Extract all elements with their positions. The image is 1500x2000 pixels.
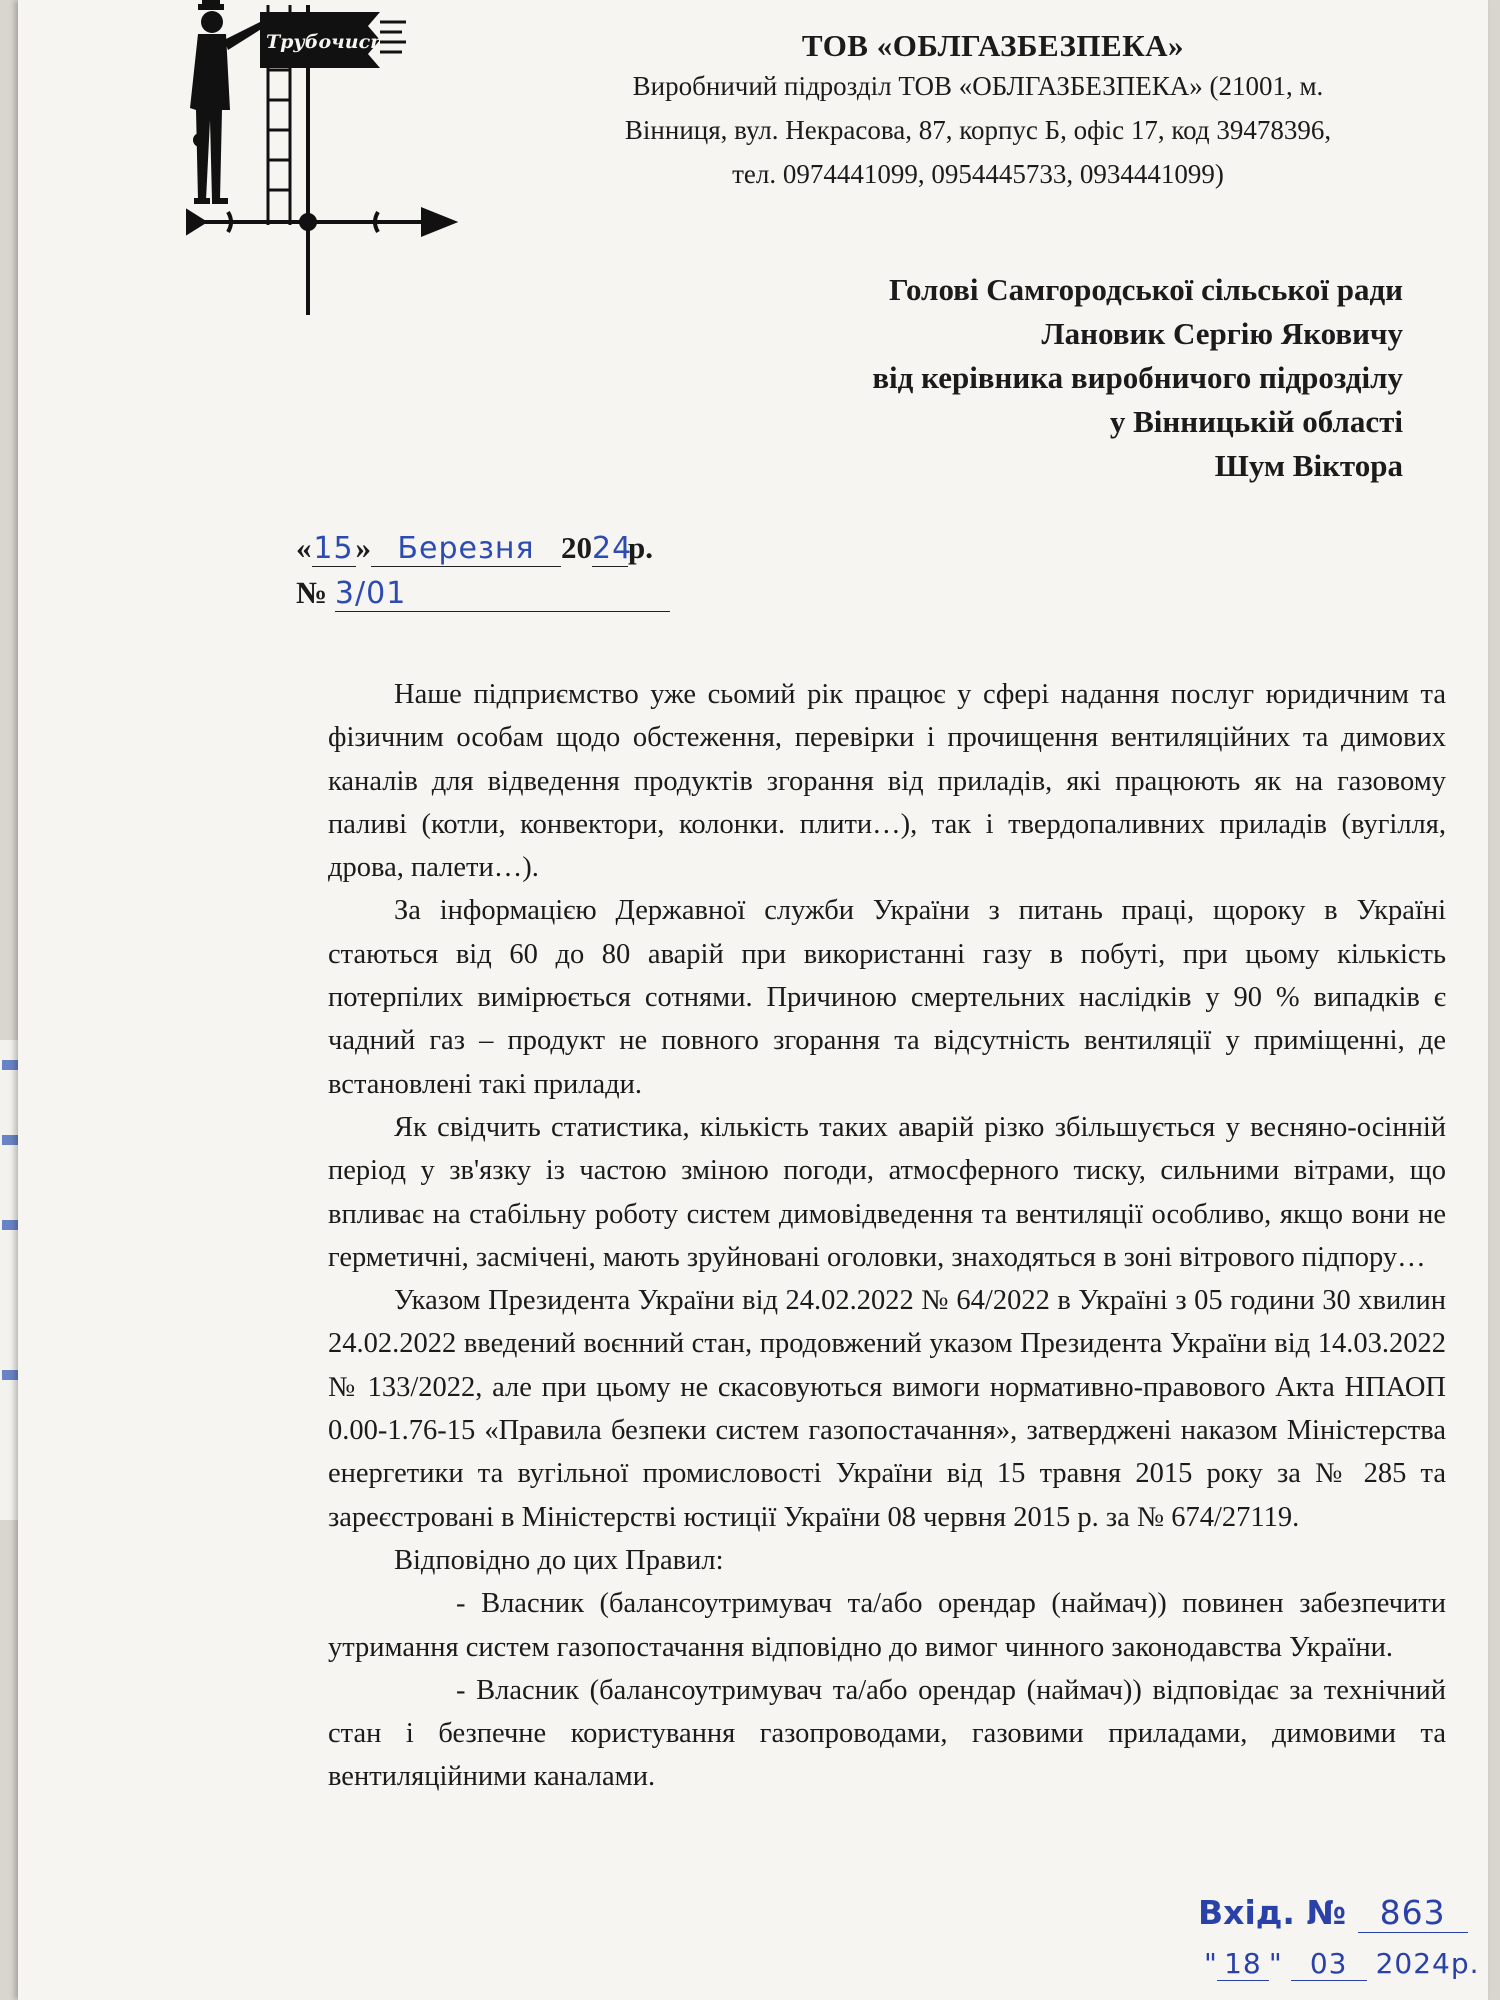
- addressee-line-4: у Вінницькій області: [1109, 404, 1403, 439]
- paragraph-2: За інформацією Державної служби України з питань праці, щороку в Україні стаються від 60 до 80 аварій при використанні газу в побуті, при цьому кількість потерпілих вимірюється сотнями. Причиною смертельних наслідків у 90 % випадків є чадний газ – продукт не повного згорання та відсутність вентиляції у приміщенні, де встановлені такі прилади.: [328, 895, 1446, 1100]
- letter-number: [296, 575, 670, 612]
- addressee-line-2: Лановик Сергію Яковичу: [1041, 316, 1403, 351]
- paragraph-1: Наше підприємство уже сьомий рік працює у сфері надання послуг юридичним та фізичним особам щодо обстеження, перевірки і прочищення вентиляційних та димових каналів для відведення продуктів згорання від приладів, які працюють як на газовому паливі (котли, конвектори, колонки. плити…), так і твердопаливних приладів (вугілля, дрова, палети…).: [328, 679, 1446, 884]
- letter-sheet: [18, 0, 1488, 2000]
- stamp-day: 18: [1224, 1947, 1262, 1980]
- date-open-quote: «: [296, 530, 312, 565]
- stamp-month: 03: [1309, 1947, 1348, 1980]
- addressee-line-1: Голові Самгородської сільської ради: [888, 272, 1403, 307]
- stamp-year: 2024р.: [1375, 1947, 1480, 1980]
- addressee-line-5: Шум Віктора: [1214, 448, 1403, 483]
- stamp-number: 863: [1379, 1893, 1446, 1932]
- addressee-block: [872, 268, 1403, 488]
- letter-body: [328, 673, 1446, 1799]
- chimney-sweep-figure: [190, 0, 266, 204]
- company-name: ТОВ «ОБЛГАЗБЕЗПЕКА»: [801, 28, 1185, 63]
- addressee-line-3: від керівника виробничого підрозділу: [872, 360, 1403, 395]
- letterhead: [538, 28, 1418, 196]
- company-details-line-3: тел. 0974441099, 0954445733, 0934441099): [732, 159, 1224, 189]
- paragraph-4: Указом Президента України від 24.02.2022 № 64/2022 в Україні з 05 години 30 хвилин 24.02.2022 введений воєнний стан, продовжений указом Президента України від 14.03.2022 № 133/2022, але при цьому не скасовуються вимоги нормативно-правового Акта НПАОП 0.00-1.76-15 «Правила безпеки систем газопостачання», затверджені наказом Міністерства енергетики та вугільної промисловості України від 15 травня 2015 року за № 285 та зареєстровані в Міністерстві юстиції України 08 червня 2015 р. за № 674/27119.: [328, 1285, 1446, 1533]
- number-label: №: [296, 575, 328, 610]
- logo-sign-text: Трубочист: [266, 31, 391, 53]
- company-details-line-2: Вінниця, вул. Некрасова, 87, корпус Б, офіс 17, код 39478396,: [624, 115, 1332, 145]
- date-day: 15: [313, 531, 354, 566]
- incoming-registration-stamp: Вхід. № 863 " 18 " 03 2024р.: [1198, 1893, 1480, 1980]
- bullet-1: - Власник (балансоутримувач та/або орендар (наймач)) повинен забезпечити утримання систем газопостачання відповідно до вимог чинного законодавства України.: [328, 1588, 1446, 1663]
- company-details-line-1: Виробничий підрозділ ТОВ «ОБЛГАЗБЕЗПЕКА» (21001, м.: [632, 71, 1324, 101]
- paragraph-5: Відповідно до цих Правил:: [394, 1544, 724, 1576]
- stamp-label: Вхід. №: [1198, 1893, 1347, 1932]
- date-month: Березня: [397, 531, 535, 566]
- letter-date: [296, 530, 653, 567]
- date-year-prefix: 20: [561, 530, 592, 565]
- bullet-2: - Власник (балансоутримувач та/або орендар (наймач)) відповідає за технічний стан і безпечне користування газопроводами, газовими приладами, димовими та вентиляційними каналами.: [328, 1674, 1446, 1793]
- date-close-quote: »: [355, 530, 371, 565]
- chimney-sweep-logo: [168, 0, 458, 315]
- date-year-unit: р.: [628, 530, 653, 565]
- date-year-suffix: 24: [592, 531, 633, 566]
- number-value: 3/01: [334, 576, 407, 611]
- weather-vane-arrow: [188, 210, 453, 234]
- paragraph-3: Як свідчить статистика, кількість таких аварій різко збільшується у весняно-осінній період у зв'язку із частою зміною погоди, атмосферного тиску, сильними вітрами, що впливає на стабільну роботу систем димовідведення та вентиляції особливо, якщо вони не герметичні, засмічені, мають зруйновані оголовки, знаходяться в зоні вітрового підпору…: [328, 1111, 1446, 1273]
